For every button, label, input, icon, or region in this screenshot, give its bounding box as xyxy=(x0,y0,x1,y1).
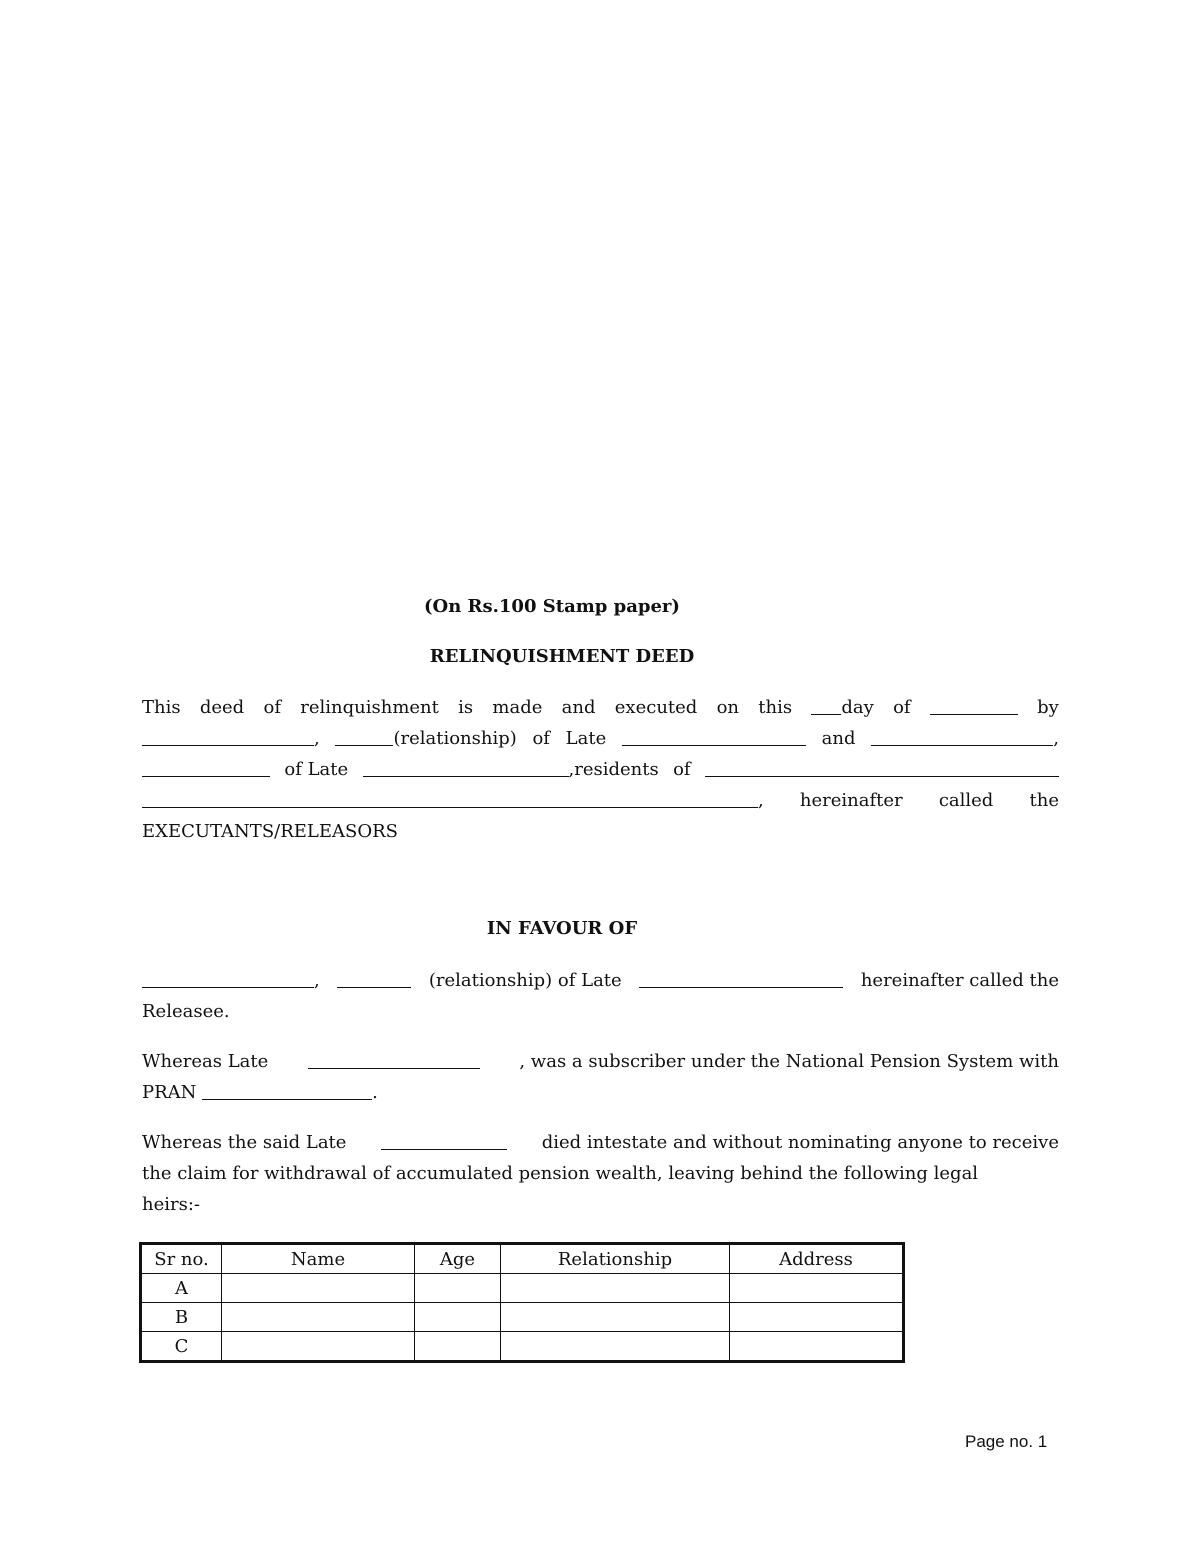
whereas1-line-1: Whereas Late , was a subscriber under the National Pension System with xyxy=(142,1051,1059,1072)
row-label: C xyxy=(141,1332,222,1362)
name-cell[interactable] xyxy=(222,1303,415,1332)
header-relationship: Relationship xyxy=(501,1244,730,1274)
second-executant-blank[interactable] xyxy=(871,727,1053,746)
age-cell[interactable] xyxy=(415,1332,501,1362)
relation-blank-2[interactable] xyxy=(142,758,270,777)
intro-line-2: , (relationship) of Late and , xyxy=(142,723,1059,754)
intro-line-1: This deed of relinquishment is made and executed on this day of by xyxy=(142,697,1059,718)
age-cell[interactable] xyxy=(415,1274,501,1303)
address-cell[interactable] xyxy=(730,1303,904,1332)
releasee-late-blank[interactable] xyxy=(639,969,843,988)
address-cell[interactable] xyxy=(730,1332,904,1362)
table-row xyxy=(141,1303,904,1332)
table-row xyxy=(141,1332,904,1362)
releasee-line-2: Releasee. xyxy=(142,1001,230,1022)
address-cell[interactable] xyxy=(730,1274,904,1303)
executant-name-blank[interactable] xyxy=(142,727,314,746)
day-blank[interactable] xyxy=(811,696,841,715)
age-cell[interactable] xyxy=(415,1303,501,1332)
deceased-name-blank[interactable] xyxy=(381,1131,507,1150)
deed-title: RELINQUISHMENT DEED xyxy=(429,646,695,667)
whereas1-line-2: PRAN . xyxy=(142,1082,378,1103)
relationship-cell[interactable] xyxy=(501,1274,730,1303)
address-blank[interactable] xyxy=(142,789,758,808)
intro-line-4: , hereinafter called the xyxy=(142,785,1059,816)
releasee-name-blank[interactable] xyxy=(142,969,314,988)
header-age: Age xyxy=(415,1244,501,1274)
table-header-row xyxy=(141,1244,904,1274)
row-label: B xyxy=(141,1303,222,1332)
whereas-paragraph-2 xyxy=(142,1127,1059,1220)
subscriber-name-blank[interactable] xyxy=(308,1050,480,1069)
late-name-blank-2[interactable] xyxy=(363,758,569,777)
late-name-blank[interactable] xyxy=(622,727,806,746)
header-address: Address xyxy=(730,1244,904,1274)
table-row xyxy=(141,1274,904,1303)
name-cell[interactable] xyxy=(222,1332,415,1362)
month-blank[interactable] xyxy=(930,696,1018,715)
legal-heirs-table xyxy=(139,1242,905,1363)
row-label: A xyxy=(141,1274,222,1303)
whereas-paragraph-1 xyxy=(142,1046,1059,1108)
whereas2-line-2: the claim for withdrawal of accumulated pension wealth, leaving behind the following legal xyxy=(142,1163,979,1184)
header-sr-no: Sr no. xyxy=(141,1244,222,1274)
page-number: Page no. 1 xyxy=(965,1432,1048,1451)
relationship-blank[interactable] xyxy=(335,727,393,746)
header-name: Name xyxy=(222,1244,415,1274)
releasee-paragraph xyxy=(142,965,1059,1027)
whereas2-line-3: heirs:- xyxy=(142,1194,200,1215)
whereas2-line-1: Whereas the said Late died intestate and without nominating anyone to receive xyxy=(142,1132,1059,1153)
favour-heading: IN FAVOUR OF xyxy=(486,918,638,939)
intro-line-5: EXECUTANTS/RELEASORS xyxy=(142,821,398,842)
intro-line-3: of Late ,residents of xyxy=(142,754,1059,785)
residence-blank[interactable] xyxy=(705,758,1059,777)
releasee-line-1: , (relationship) of Late hereinafter called the xyxy=(142,965,1059,996)
name-cell[interactable] xyxy=(222,1274,415,1303)
pran-blank[interactable] xyxy=(202,1081,372,1100)
releasee-relationship-blank[interactable] xyxy=(337,969,411,988)
relationship-cell[interactable] xyxy=(501,1303,730,1332)
relationship-cell[interactable] xyxy=(501,1332,730,1362)
intro-paragraph xyxy=(142,692,1059,847)
stamp-note: (On Rs.100 Stamp paper) xyxy=(424,596,680,617)
